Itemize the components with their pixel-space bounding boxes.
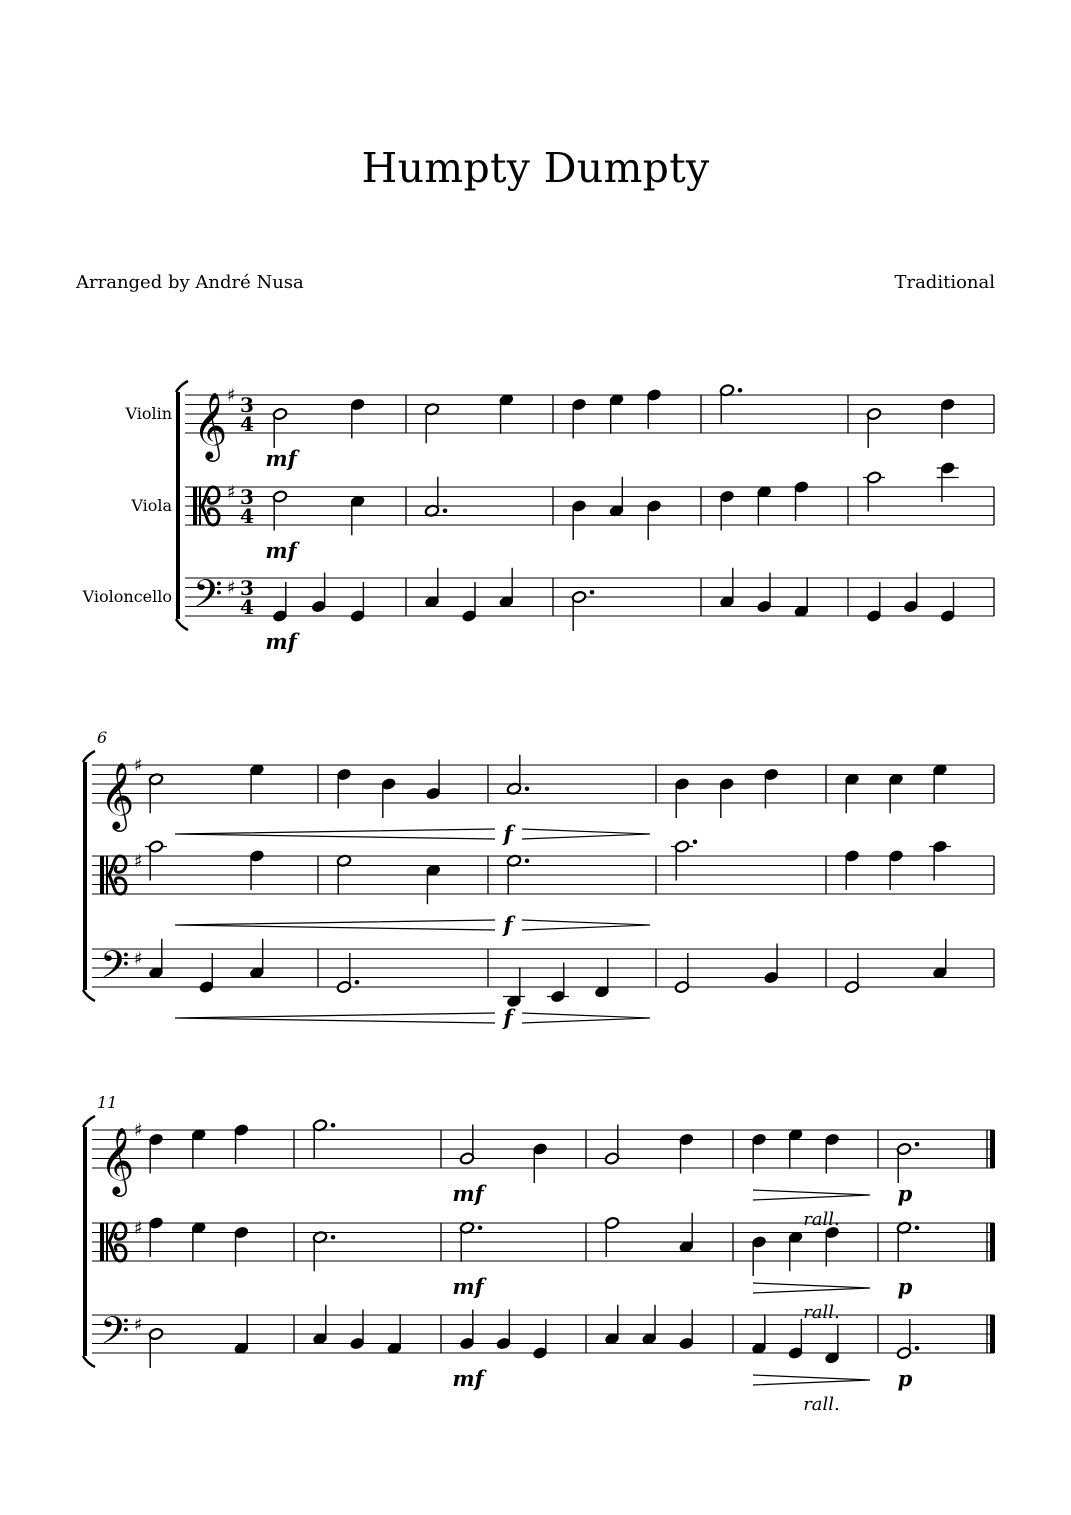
- key-signature-sharp: ♯: [134, 948, 143, 970]
- system-bracket: [176, 619, 188, 630]
- treble-clef-icon: 𝄞: [193, 391, 228, 459]
- final-barline: [990, 1315, 995, 1353]
- system-bracket: [176, 392, 180, 619]
- alto-clef-icon: [193, 487, 197, 525]
- augmentation-dot: [331, 1123, 336, 1128]
- time-signature-bottom: 4: [240, 595, 254, 619]
- dynamic-marking: mf: [452, 1274, 484, 1299]
- system-bracket: [83, 1356, 95, 1367]
- dynamic-marking: mf: [265, 629, 297, 654]
- augmentation-dot: [525, 786, 530, 791]
- time-signature-top: 3: [240, 393, 254, 417]
- alto-clef-icon: [106, 1223, 108, 1261]
- decrescendo-hairpin: [522, 920, 650, 930]
- augmentation-dot: [915, 1142, 920, 1147]
- treble-clef-icon: 𝄞: [100, 1126, 135, 1194]
- arranger-credit: Arranged by André Nusa: [76, 272, 304, 293]
- key-signature-sharp: ♯: [134, 755, 143, 776]
- alto-clef-icon: [100, 1223, 104, 1261]
- augmentation-dot: [738, 388, 743, 393]
- rallentando-text: rall.: [803, 1302, 840, 1323]
- system-bracket: [176, 381, 188, 392]
- key-signature-sharp: ♯: [134, 850, 143, 872]
- dynamic-marking: p: [897, 1181, 913, 1206]
- dynamic-marking: p: [897, 1366, 913, 1391]
- bass-clef-icon: 𝄢: [100, 1308, 130, 1362]
- key-signature-sharp: ♯: [134, 1314, 143, 1336]
- dynamic-marking: p: [897, 1274, 913, 1299]
- dynamic-marking: mf: [452, 1366, 484, 1391]
- augmentation-dot: [915, 1225, 920, 1230]
- key-signature-sharp: ♯: [134, 1217, 143, 1239]
- time-signature-bottom: 4: [240, 504, 254, 528]
- alto-clef-icon: [199, 487, 201, 525]
- instrument-label: Violoncello: [82, 587, 172, 606]
- bass-clef-icon: 𝄢: [100, 942, 130, 996]
- system-bracket: [83, 990, 95, 1001]
- dynamic-marking: f: [503, 821, 513, 846]
- system-bracket: [83, 1116, 95, 1127]
- dynamic-marking: f: [503, 1005, 513, 1030]
- final-barline: [990, 1223, 995, 1261]
- dynamic-marking: mf: [265, 446, 297, 471]
- dynamic-marking: mf: [265, 538, 297, 563]
- treble-clef-icon: 𝄞: [100, 761, 135, 829]
- crescendo-hairpin: [175, 920, 495, 930]
- instrument-label: Viola: [131, 496, 172, 515]
- rallentando-text: rall.: [803, 1209, 840, 1230]
- key-signature-sharp: ♯: [227, 481, 236, 503]
- system-bracket: [83, 762, 87, 990]
- score-title: Humpty Dumpty: [361, 144, 710, 192]
- measure-number: 11: [97, 1093, 118, 1112]
- dynamic-marking: mf: [452, 1181, 484, 1206]
- key-signature-sharp: ♯: [227, 577, 236, 599]
- key-signature-sharp: ♯: [134, 1120, 143, 1141]
- time-signature-top: 3: [240, 485, 254, 509]
- final-barline: [990, 1130, 995, 1168]
- augmentation-dot: [478, 1225, 483, 1230]
- bass-clef-icon: 𝄢: [193, 571, 223, 625]
- augmentation-dot: [590, 590, 595, 595]
- augmentation-dot: [443, 508, 448, 513]
- measure-number: 6: [97, 728, 108, 747]
- time-signature-top: 3: [240, 576, 254, 600]
- dynamic-marking: f: [503, 912, 513, 937]
- system-bracket: [83, 1127, 87, 1356]
- time-signature-bottom: 4: [240, 412, 254, 436]
- instrument-label: Violin: [125, 404, 172, 423]
- decrescendo-hairpin: [522, 829, 650, 839]
- augmentation-dot: [693, 839, 698, 844]
- decrescendo-hairpin: [753, 1283, 870, 1293]
- decrescendo-hairpin: [753, 1190, 870, 1200]
- augmentation-dot: [525, 858, 530, 863]
- rallentando-text: rall.: [803, 1394, 840, 1415]
- alto-clef-icon: [106, 856, 108, 894]
- system-bracket: [83, 751, 95, 762]
- augmentation-dot: [355, 980, 360, 985]
- key-signature-sharp: ♯: [227, 385, 236, 406]
- composer-credit: Traditional: [894, 272, 995, 293]
- decrescendo-hairpin: [753, 1375, 870, 1385]
- crescendo-hairpin: [175, 829, 495, 839]
- decrescendo-hairpin: [522, 1013, 650, 1023]
- augmentation-dot: [331, 1235, 336, 1240]
- crescendo-hairpin: [175, 1013, 495, 1023]
- alto-clef-icon: [100, 856, 104, 894]
- augmentation-dot: [915, 1346, 920, 1351]
